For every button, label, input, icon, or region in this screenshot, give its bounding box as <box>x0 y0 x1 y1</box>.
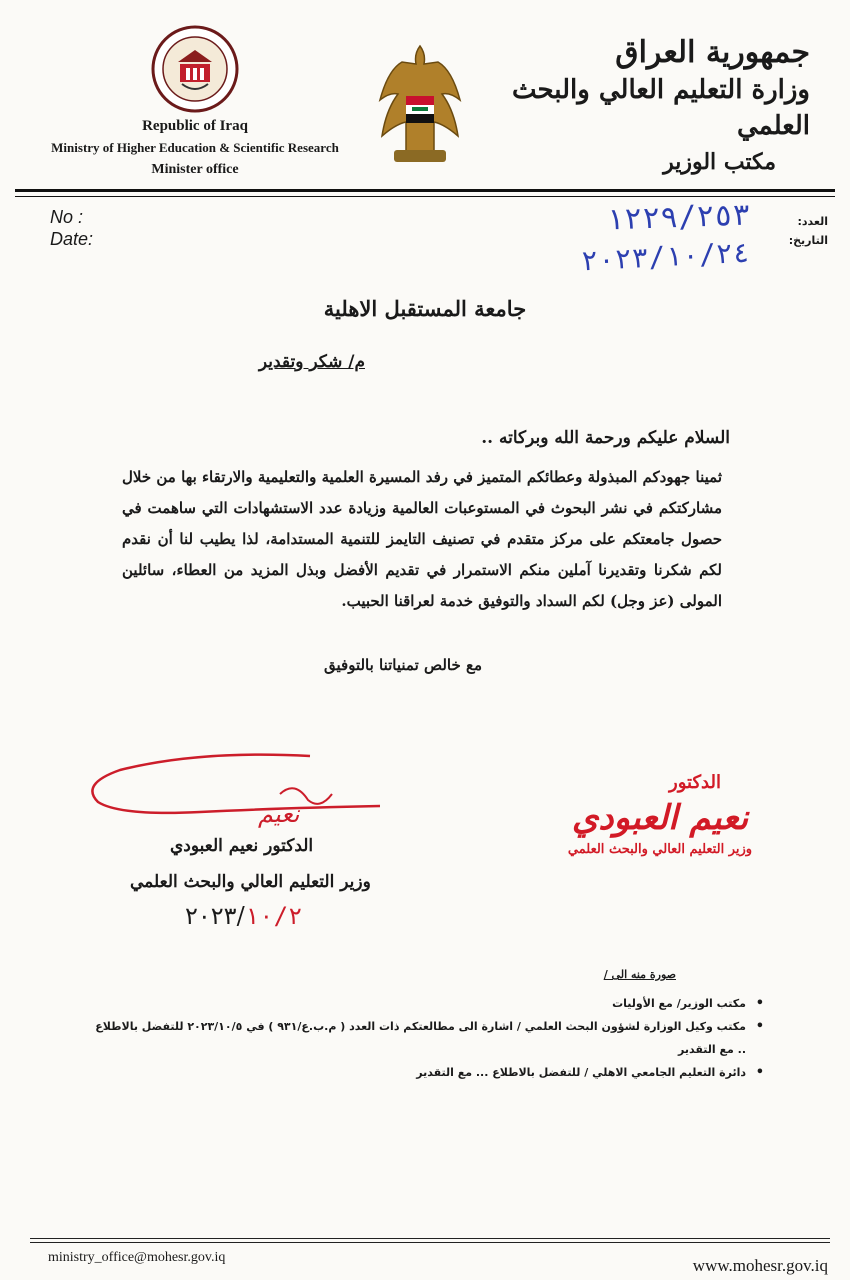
ministry-seal-logo <box>150 24 240 114</box>
minister-stamp <box>505 770 815 890</box>
english-header <box>40 115 350 181</box>
letter-body: ثمينا جهودكم المبذولة وعطائكم المتميز في رفد المسيرة العلمية والتعليمية والارتقاء بها من خلال مشاركتكم في نشر البحوث في المستوعبات العالمية وزيادة عدد الاستشهادات التي ساهمت في حصول جامعتكم على مركز متقدم في تصنيف التايمز للتنمية المستدامة، لذا يطيب لنا أن نقدم لكم شكرنا وتقديرنا آملين منكم الاستمرار في تقديم الأفضل وبذل المزيد من العطاء، سائلين المولى (عز وجل) لكم السداد والتوفيق خدمة لعراقنا الحبيب. <box>122 468 722 610</box>
iraq-eagle-emblem <box>372 40 468 172</box>
stamp-name: نعيم العبودي <box>571 798 749 838</box>
handwritten-signature <box>80 750 410 830</box>
footer-divider-top <box>30 1238 830 1239</box>
reference-number: ١٢٢٩/٢٥٣ <box>604 197 751 238</box>
arabic-ministry-name: وزارة التعليم العالي والبحث العلمي <box>511 75 810 141</box>
list-item: • دائرة التعليم الجامعي الاهلي / للتفضل بالاطلاع ... مع التقدير <box>84 1061 764 1084</box>
date-label-arabic: التاريخ: <box>788 234 828 247</box>
reference-labels-english <box>50 206 93 250</box>
greeting: السلام عليكم ورحمة الله وبركاته .. <box>481 428 730 448</box>
signature-date-month: ١٠ <box>244 902 274 930</box>
footer-email: ministry_office@mohesr.gov.iq <box>48 1250 226 1265</box>
english-ministry-name: Ministry of Higher Education & Scientific Research <box>51 140 339 155</box>
copies-list <box>84 992 764 1084</box>
list-item: • مكتب وكيل الوزارة لشؤون البحث العلمي / اشارة الى مطالعتكم ذات العدد ( م.ب.ع/٩٣١ ) في ٢٠٢٣/١٠/٥ للتفضل بالاطلاع .. مع التقدير <box>84 1015 764 1061</box>
copies-title: صورة منه الى / <box>603 968 676 981</box>
recipient: جامعة المستقبل الاهلية <box>323 296 527 321</box>
signature-date-year: ٢٠٢٣/ <box>185 902 245 930</box>
reference-date: ٢٠٢٣/١٠/٢٤ <box>580 235 751 278</box>
english-country-name: Republic of Iraq <box>142 118 248 134</box>
signatory-title: وزير التعليم العالي والبحث العلمي <box>130 872 371 892</box>
signature-date <box>185 902 302 930</box>
stamp-title: الدكتور <box>669 772 721 793</box>
arabic-header <box>510 34 810 180</box>
signature-date-day: /٢ <box>273 902 303 930</box>
no-label-arabic: العدد: <box>797 215 828 228</box>
signature-handwriting-text: نعيم <box>258 800 300 828</box>
footer-website: www.mohesr.gov.iq <box>692 1256 828 1275</box>
arabic-country-name: جمهورية العراق <box>615 35 810 70</box>
list-item: • مكتب الوزير/ مع الأوليات <box>84 992 764 1015</box>
header-divider-thick <box>15 189 835 192</box>
no-label: No : <box>50 207 84 227</box>
subject: م/ شكر وتقدير <box>258 352 365 372</box>
stamp-position: وزير التعليم العالي والبحث العلمي <box>567 842 753 857</box>
date-label: Date: <box>50 229 94 249</box>
arabic-office-name: مكتب الوزير <box>663 149 776 175</box>
closing: مع خالص تمنياتنا بالتوفيق <box>323 656 482 674</box>
signatory-name: الدكتور نعيم العبودي <box>170 836 314 856</box>
reference-labels-arabic <box>789 212 828 250</box>
header-divider-thin <box>15 196 835 197</box>
footer-divider-bottom <box>30 1242 830 1243</box>
english-office-name: Minister office <box>151 162 239 177</box>
